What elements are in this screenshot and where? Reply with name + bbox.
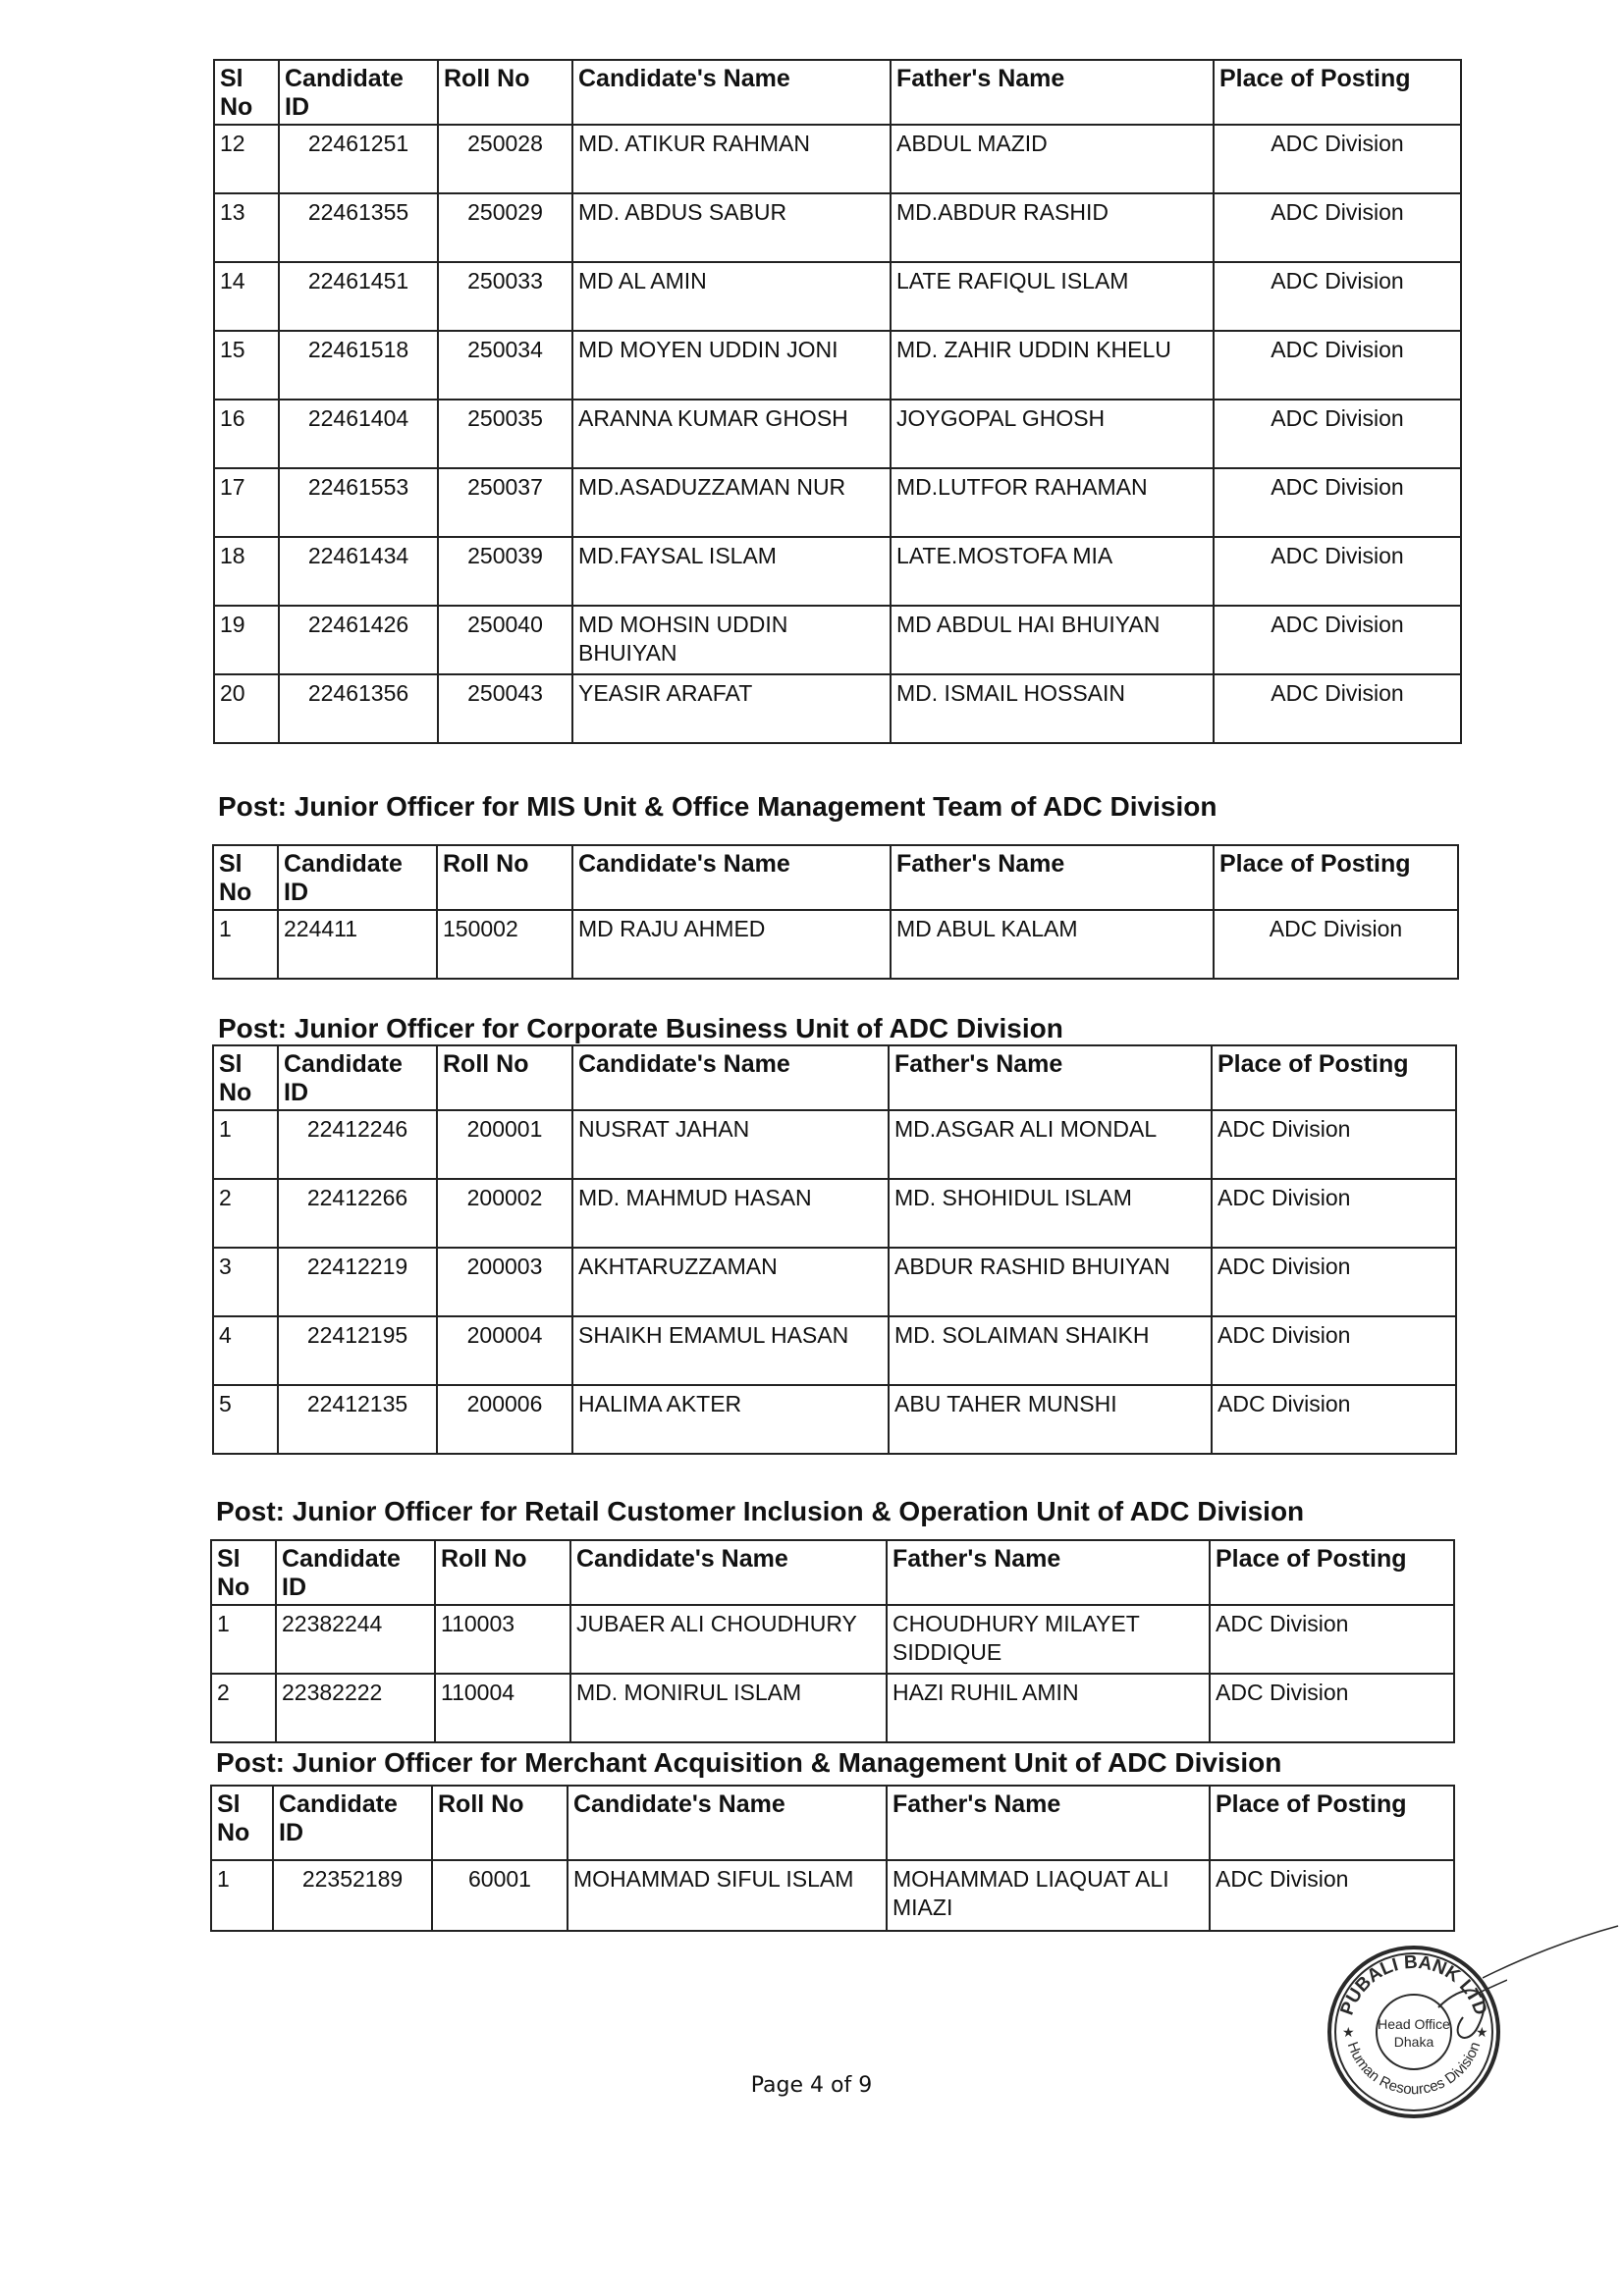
column-header-cid (278, 1045, 437, 1110)
table-row (213, 910, 1458, 979)
cell-name: JUBAER ALI CHOUDHURY (570, 1605, 887, 1674)
cell-cid: 22382222 (276, 1674, 435, 1742)
cell-father: CHOUDHURY MILAYET SIDDIQUE (887, 1605, 1210, 1674)
cell-posting: ADC Division (1212, 1110, 1456, 1179)
section-heading-corporate: Post: Junior Officer for Corporate Business Unit of ADC Division (218, 1013, 1063, 1043)
cell-cid: 22412266 (278, 1179, 437, 1248)
column-header-roll: Roll No (437, 1045, 572, 1110)
cell-father: JOYGOPAL GHOSH (891, 400, 1214, 468)
cell-roll: 250035 (438, 400, 572, 468)
cell-cid: 22412135 (278, 1385, 437, 1454)
section-heading-merchant: Post: Junior Officer for Merchant Acquisition & Management Unit of ADC Division (216, 1747, 1282, 1778)
column-header-part: ID (282, 1574, 306, 1601)
cell-posting: ADC Division (1212, 1316, 1456, 1385)
cell-name: MD RAJU AHMED (572, 910, 891, 979)
cell-posting: ADC Division (1212, 1385, 1456, 1454)
column-header-name: Candidate's Name (568, 1786, 887, 1860)
cell-name: MD. ABDUS SABUR (572, 193, 891, 262)
column-header-part: Candidate (282, 1545, 401, 1573)
signature-stroke (1483, 1924, 1620, 1983)
cell-father: MD. SOLAIMAN SHAIKH (889, 1316, 1212, 1385)
cell-cid: 22461355 (279, 193, 438, 262)
cell-posting: ADC Division (1210, 1674, 1454, 1742)
cell-sl: 5 (213, 1385, 278, 1454)
cell-roll: 250040 (438, 606, 572, 674)
column-header-part: Sl (219, 1050, 243, 1078)
column-header-name: Candidate's Name (572, 1045, 889, 1110)
cell-sl: 18 (214, 537, 279, 606)
table-row (214, 400, 1461, 468)
cell-sl: 12 (214, 125, 279, 193)
cell-father: LATE.MOSTOFA MIA (891, 537, 1214, 606)
column-header-part: ID (279, 1819, 303, 1846)
svg-text:★: ★ (1476, 2024, 1488, 2040)
cell-name: MD AL AMIN (572, 262, 891, 331)
cell-roll: 200001 (437, 1110, 572, 1179)
cell-name: MD MOYEN UDDIN JONI (572, 331, 891, 400)
cell-posting: ADC Division (1214, 468, 1461, 537)
cell-father: MD. SHOHIDUL ISLAM (889, 1179, 1212, 1248)
column-header-roll: Roll No (438, 60, 572, 125)
svg-text:Head Office: Head Office (1378, 2016, 1450, 2032)
cell-cid: 22461553 (279, 468, 438, 537)
section-heading-mis: Post: Junior Officer for MIS Unit & Office Management Team of ADC Division (218, 791, 1217, 822)
column-header-father: Father's Name (889, 1045, 1212, 1110)
cell-cid: 22412246 (278, 1110, 437, 1179)
cell-father: HAZI RUHIL AMIN (887, 1674, 1210, 1742)
column-header-part: ID (285, 93, 309, 121)
column-header-part: Sl (219, 850, 243, 878)
cell-sl: 2 (211, 1674, 276, 1742)
cell-cid: 22461426 (279, 606, 438, 674)
section-heading-retail: Post: Junior Officer for Retail Customer Inclusion & Operation Unit of ADC Division (216, 1496, 1305, 1526)
column-header-part: No (219, 879, 252, 906)
column-header-part: ID (284, 1079, 308, 1106)
table-mis (212, 844, 1459, 980)
column-header-posting: Place of Posting (1214, 60, 1461, 125)
table-row (214, 674, 1461, 743)
cell-sl: 20 (214, 674, 279, 743)
cell-sl: 1 (213, 910, 278, 979)
table-row (213, 1179, 1456, 1248)
column-header-sl (211, 1540, 276, 1605)
cell-name: MD.FAYSAL ISLAM (572, 537, 891, 606)
cell-father: MD.ABDUR RASHID (891, 193, 1214, 262)
table-retail (210, 1539, 1455, 1743)
cell-name: AKHTARUZZAMAN (572, 1248, 889, 1316)
cell-roll: 250037 (438, 468, 572, 537)
column-header-part: Sl (217, 1790, 241, 1818)
cell-cid: 22352189 (273, 1860, 432, 1931)
header-row (213, 845, 1458, 910)
cell-posting: ADC Division (1212, 1179, 1456, 1248)
cell-name: MD MOHSIN UDDIN BHUIYAN (572, 606, 891, 674)
cell-sl: 1 (211, 1605, 276, 1674)
table-row (214, 262, 1461, 331)
table-row (214, 331, 1461, 400)
cell-cid: 22461356 (279, 674, 438, 743)
column-header-name: Candidate's Name (572, 60, 891, 125)
svg-text:Dhaka: Dhaka (1393, 2034, 1434, 2050)
column-header-father: Father's Name (891, 845, 1214, 910)
column-header-roll: Roll No (432, 1786, 568, 1860)
cell-father: MOHAMMAD LIAQUAT ALI MIAZI (887, 1860, 1210, 1931)
table-row (211, 1605, 1454, 1674)
cell-name: YEASIR ARAFAT (572, 674, 891, 743)
column-header-part: Candidate (284, 850, 403, 878)
column-header-part: Sl (220, 65, 243, 92)
cell-name: MD. MONIRUL ISLAM (570, 1674, 887, 1742)
cell-cid: 22461434 (279, 537, 438, 606)
cell-father: MD. ISMAIL HOSSAIN (891, 674, 1214, 743)
table-row (211, 1860, 1454, 1931)
cell-sl: 19 (214, 606, 279, 674)
column-header-name: Candidate's Name (570, 1540, 887, 1605)
cell-cid: 22412219 (278, 1248, 437, 1316)
column-header-posting: Place of Posting (1210, 1540, 1454, 1605)
table-row (213, 1248, 1456, 1316)
cell-roll: 150002 (437, 910, 572, 979)
column-header-cid (279, 60, 438, 125)
cell-roll: 250034 (438, 331, 572, 400)
table-merchant (210, 1785, 1455, 1932)
cell-sl: 16 (214, 400, 279, 468)
cell-father: MD ABDUL HAI BHUIYAN (891, 606, 1214, 674)
column-header-sl (214, 60, 279, 125)
cell-sl: 15 (214, 331, 279, 400)
header-row (213, 1045, 1456, 1110)
column-header-part: No (219, 1079, 252, 1106)
cell-posting: ADC Division (1214, 606, 1461, 674)
column-header-posting: Place of Posting (1212, 1045, 1456, 1110)
column-header-sl (211, 1786, 273, 1860)
column-header-part: No (217, 1819, 250, 1846)
cell-posting: ADC Division (1214, 674, 1461, 743)
column-header-cid (273, 1786, 432, 1860)
cell-roll: 200002 (437, 1179, 572, 1248)
cell-cid: 22461518 (279, 331, 438, 400)
cell-sl: 4 (213, 1316, 278, 1385)
cell-roll: 250028 (438, 125, 572, 193)
column-header-part: Candidate (284, 1050, 403, 1078)
column-header-part: Candidate (285, 65, 404, 92)
column-header-sl (213, 845, 278, 910)
cell-sl: 1 (213, 1110, 278, 1179)
cell-cid: 22461251 (279, 125, 438, 193)
cell-father: MD.LUTFOR RAHAMAN (891, 468, 1214, 537)
cell-sl: 17 (214, 468, 279, 537)
cell-sl: 1 (211, 1860, 273, 1931)
cell-roll: 250033 (438, 262, 572, 331)
table-row (214, 606, 1461, 674)
column-header-name: Candidate's Name (572, 845, 891, 910)
cell-sl: 3 (213, 1248, 278, 1316)
svg-text:PUBALI BANK LTD: PUBALI BANK LTD (1336, 1951, 1491, 2018)
column-header-cid (278, 845, 437, 910)
cell-roll: 60001 (432, 1860, 568, 1931)
cell-name: MD. ATIKUR RAHMAN (572, 125, 891, 193)
column-header-father: Father's Name (887, 1786, 1210, 1860)
cell-posting: ADC Division (1214, 125, 1461, 193)
table-corporate (212, 1044, 1457, 1455)
cell-posting: ADC Division (1210, 1605, 1454, 1674)
column-header-posting: Place of Posting (1214, 845, 1458, 910)
cell-posting: ADC Division (1214, 193, 1461, 262)
column-header-father: Father's Name (891, 60, 1214, 125)
cell-sl: 2 (213, 1179, 278, 1248)
cell-roll: 200006 (437, 1385, 572, 1454)
cell-cid: 22461451 (279, 262, 438, 331)
cell-name: MOHAMMAD SIFUL ISLAM (568, 1860, 887, 1931)
cell-cid: 224411 (278, 910, 437, 979)
column-header-cid (276, 1540, 435, 1605)
column-header-roll: Roll No (435, 1540, 570, 1605)
cell-cid: 22461404 (279, 400, 438, 468)
cell-sl: 14 (214, 262, 279, 331)
table-row (211, 1674, 1454, 1742)
table-row (213, 1110, 1456, 1179)
header-row (211, 1786, 1454, 1860)
table-row (214, 537, 1461, 606)
column-header-posting: Place of Posting (1210, 1786, 1454, 1860)
column-header-part: No (217, 1574, 250, 1601)
column-header-part: Sl (217, 1545, 241, 1573)
cell-posting: ADC Division (1214, 537, 1461, 606)
cell-name: ARANNA KUMAR GHOSH (572, 400, 891, 468)
column-header-father: Father's Name (887, 1540, 1210, 1605)
cell-name: SHAIKH EMAMUL HASAN (572, 1316, 889, 1385)
table-row (213, 1385, 1456, 1454)
cell-roll: 200004 (437, 1316, 572, 1385)
cell-name: NUSRAT JAHAN (572, 1110, 889, 1179)
table-continued (213, 59, 1462, 744)
column-header-sl (213, 1045, 278, 1110)
cell-roll: 110003 (435, 1605, 570, 1674)
table-row (214, 193, 1461, 262)
cell-roll: 110004 (435, 1674, 570, 1742)
cell-father: MD ABUL KALAM (891, 910, 1214, 979)
column-header-part: Candidate (279, 1790, 398, 1818)
cell-father: ABDUR RASHID BHUIYAN (889, 1248, 1212, 1316)
cell-posting: ADC Division (1210, 1860, 1454, 1931)
cell-posting: ADC Division (1214, 910, 1458, 979)
svg-text:Human Resources Division: Human Resources Division (1343, 2039, 1485, 2099)
cell-roll: 250039 (438, 537, 572, 606)
cell-posting: ADC Division (1214, 331, 1461, 400)
svg-text:★: ★ (1342, 2024, 1355, 2040)
cell-posting: ADC Division (1212, 1248, 1456, 1316)
cell-father: LATE RAFIQUL ISLAM (891, 262, 1214, 331)
table-row (213, 1316, 1456, 1385)
cell-cid: 22412195 (278, 1316, 437, 1385)
cell-roll: 200003 (437, 1248, 572, 1316)
header-row (211, 1540, 1454, 1605)
page-footer: Page 4 of 9 (750, 2073, 873, 2098)
table-row (214, 468, 1461, 537)
cell-father: ABU TAHER MUNSHI (889, 1385, 1212, 1454)
cell-father: ABDUL MAZID (891, 125, 1214, 193)
cell-posting: ADC Division (1214, 400, 1461, 468)
cell-name: MD.ASADUZZAMAN NUR (572, 468, 891, 537)
cell-roll: 250043 (438, 674, 572, 743)
cell-sl: 13 (214, 193, 279, 262)
header-row (214, 60, 1461, 125)
cell-father: MD. ZAHIR UDDIN KHELU (891, 331, 1214, 400)
cell-father: MD.ASGAR ALI MONDAL (889, 1110, 1212, 1179)
table-row (214, 125, 1461, 193)
column-header-part: ID (284, 879, 308, 906)
cell-roll: 250029 (438, 193, 572, 262)
column-header-part: No (220, 93, 253, 121)
column-header-roll: Roll No (437, 845, 572, 910)
cell-cid: 22382244 (276, 1605, 435, 1674)
cell-name: MD. MAHMUD HASAN (572, 1179, 889, 1248)
cell-name: HALIMA AKTER (572, 1385, 889, 1454)
cell-posting: ADC Division (1214, 262, 1461, 331)
